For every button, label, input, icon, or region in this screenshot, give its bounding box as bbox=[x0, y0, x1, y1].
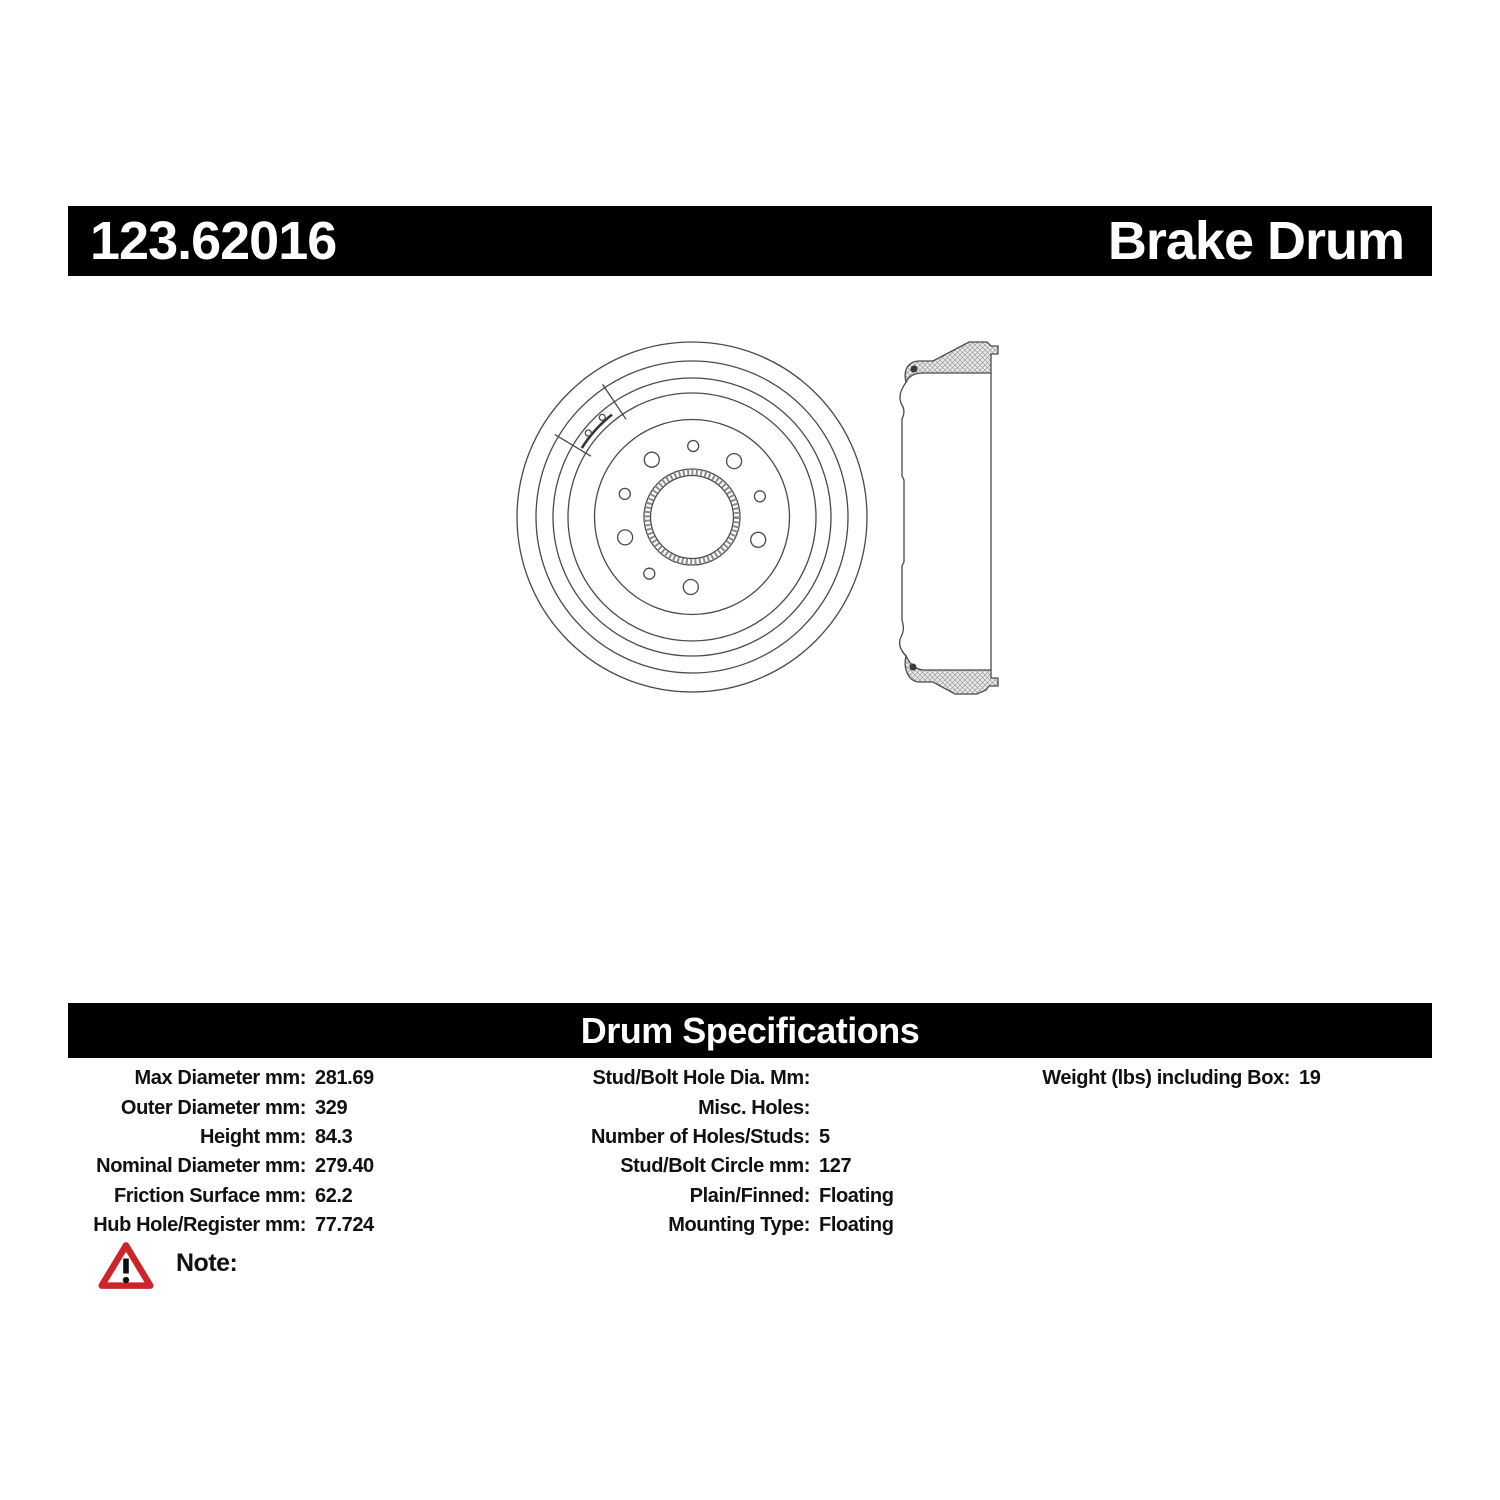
spec-value: Floating bbox=[819, 1184, 894, 1207]
spec-value: 5 bbox=[819, 1125, 830, 1148]
page-title: Brake Drum bbox=[1107, 211, 1404, 271]
section-title: Drum Specifications bbox=[580, 1009, 920, 1051]
spec-row-misc-holes bbox=[560, 1093, 1010, 1122]
spec-value: Floating bbox=[819, 1214, 894, 1237]
spec-label: Height mm: bbox=[199, 1125, 306, 1148]
spec-label: Nominal Diameter mm: bbox=[96, 1155, 306, 1178]
header-bar bbox=[68, 206, 1432, 276]
spec-row-weight bbox=[1020, 1064, 1432, 1093]
spec-label: Stud/Bolt Circle mm: bbox=[620, 1155, 810, 1178]
spec-row-max-diameter bbox=[68, 1064, 518, 1093]
spec-column-dimensions bbox=[68, 1064, 518, 1240]
spec-column-studs-mounting bbox=[560, 1064, 1010, 1240]
note-row bbox=[98, 1240, 237, 1292]
spec-row-mounting-type bbox=[560, 1211, 1010, 1240]
warning-triangle-icon bbox=[98, 1240, 154, 1292]
spec-label: Stud/Bolt Hole Dia. Mm: bbox=[592, 1067, 810, 1090]
spec-value: 84.3 bbox=[315, 1125, 353, 1148]
spec-row-plain-finned bbox=[560, 1182, 1010, 1211]
drum-front-view bbox=[517, 342, 867, 692]
spec-label: Misc. Holes: bbox=[698, 1096, 810, 1119]
drum-side-section-view bbox=[900, 342, 998, 694]
spec-column-weight bbox=[1020, 1064, 1432, 1093]
spec-row-outer-diameter bbox=[68, 1093, 518, 1122]
spec-value: 127 bbox=[819, 1155, 852, 1178]
spec-row-height bbox=[68, 1123, 518, 1152]
spec-row-nominal-diameter bbox=[68, 1152, 518, 1181]
spec-label: Max Diameter mm: bbox=[134, 1067, 306, 1090]
spec-value: 77.724 bbox=[315, 1214, 374, 1237]
spec-row-friction-surface bbox=[68, 1182, 518, 1211]
spec-label: Weight (lbs) including Box: bbox=[1042, 1067, 1290, 1090]
spec-value: 279.40 bbox=[315, 1155, 374, 1178]
spec-label: Number of Holes/Studs: bbox=[591, 1125, 810, 1148]
spec-row-stud-bolt-circle bbox=[560, 1152, 1010, 1181]
spec-label: Mounting Type: bbox=[668, 1214, 810, 1237]
spec-value: 281.69 bbox=[315, 1067, 374, 1090]
brake-drum-technical-drawing bbox=[500, 330, 1010, 710]
section-bar bbox=[68, 1003, 1432, 1058]
spec-label: Outer Diameter mm: bbox=[120, 1096, 306, 1119]
spec-label: Plain/Finned: bbox=[689, 1184, 810, 1207]
spec-label: Hub Hole/Register mm: bbox=[93, 1214, 306, 1237]
spec-value: 329 bbox=[315, 1096, 348, 1119]
spec-value: 19 bbox=[1299, 1067, 1321, 1090]
spec-row-stud-bolt-hole-dia bbox=[560, 1064, 1010, 1093]
spec-row-number-of-holes-studs bbox=[560, 1123, 1010, 1152]
part-number: 123.62016 bbox=[90, 211, 337, 271]
note-label: Note: bbox=[176, 1248, 238, 1277]
spec-label: Friction Surface mm: bbox=[113, 1184, 306, 1207]
spec-value: 62.2 bbox=[315, 1184, 353, 1207]
spec-row-hub-hole-register bbox=[68, 1211, 518, 1240]
